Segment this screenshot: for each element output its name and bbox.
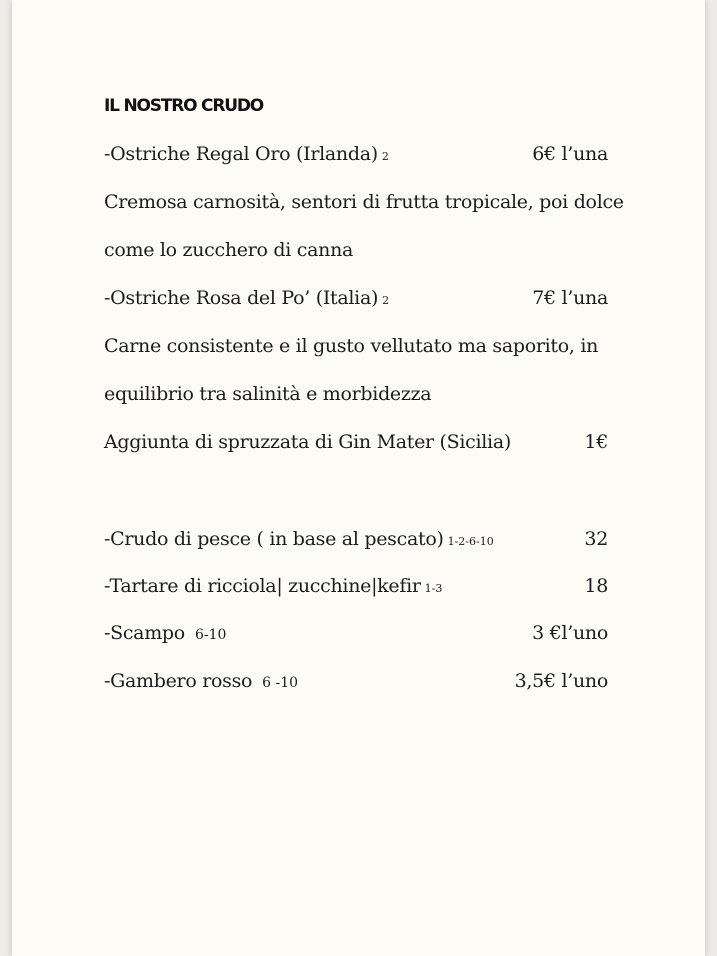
menu-item-price: 3 €l’uno — [532, 622, 608, 644]
allergen-codes: 1-2-6-10 — [447, 535, 494, 548]
menu-content — [12, 0, 705, 956]
menu-item-price: 6€ l’una — [532, 143, 608, 165]
allergen-codes: 2 — [381, 150, 389, 163]
menu-item-name — [104, 622, 226, 644]
menu-item-price: 18 — [584, 575, 608, 597]
menu-item-description: Carne consistente e il gusto vellutato ma saporito, in — [104, 335, 599, 357]
menu-item-price: 1€ — [584, 431, 608, 453]
menu-item-price: 7€ l’una — [532, 287, 608, 309]
menu-item-name — [104, 528, 494, 550]
section-title: IL NOSTRO CRUDO — [104, 96, 263, 116]
menu-item-description: come lo zucchero di canna — [104, 239, 354, 261]
menu-item-description: Cremosa carnosità, sentori di frutta tropicale, poi dolce — [104, 191, 624, 213]
menu-item-price: 32 — [584, 528, 608, 550]
allergen-codes: 6 -10 — [262, 675, 299, 691]
item-name-text: -Ostriche Rosa del Po’ (Italia) — [104, 287, 379, 309]
allergen-codes: 6-10 — [194, 627, 227, 643]
item-name-text: -Gambero rosso — [104, 670, 253, 692]
allergen-codes: 1-3 — [424, 582, 443, 595]
menu-item-name: Aggiunta di spruzzata di Gin Mater (Sicilia) — [104, 431, 511, 453]
menu-item-name — [104, 575, 442, 597]
menu-item-name — [104, 287, 389, 309]
menu-item-description: equilibrio tra salinità e morbidezza — [104, 383, 432, 405]
allergen-codes: 2 — [382, 294, 390, 307]
menu-item-name — [104, 670, 298, 692]
menu-page — [12, 0, 705, 956]
menu-item-name — [104, 143, 389, 165]
item-name-text: -Tartare di ricciola| zucchine|kefir — [104, 575, 421, 597]
menu-item-price: 3,5€ l’uno — [514, 670, 608, 692]
item-name-text: -Ostriche Regal Oro (Irlanda) — [104, 143, 378, 165]
item-name-text: -Scampo — [104, 622, 185, 644]
item-name-text: -Crudo di pesce ( in base al pescato) — [104, 528, 444, 550]
